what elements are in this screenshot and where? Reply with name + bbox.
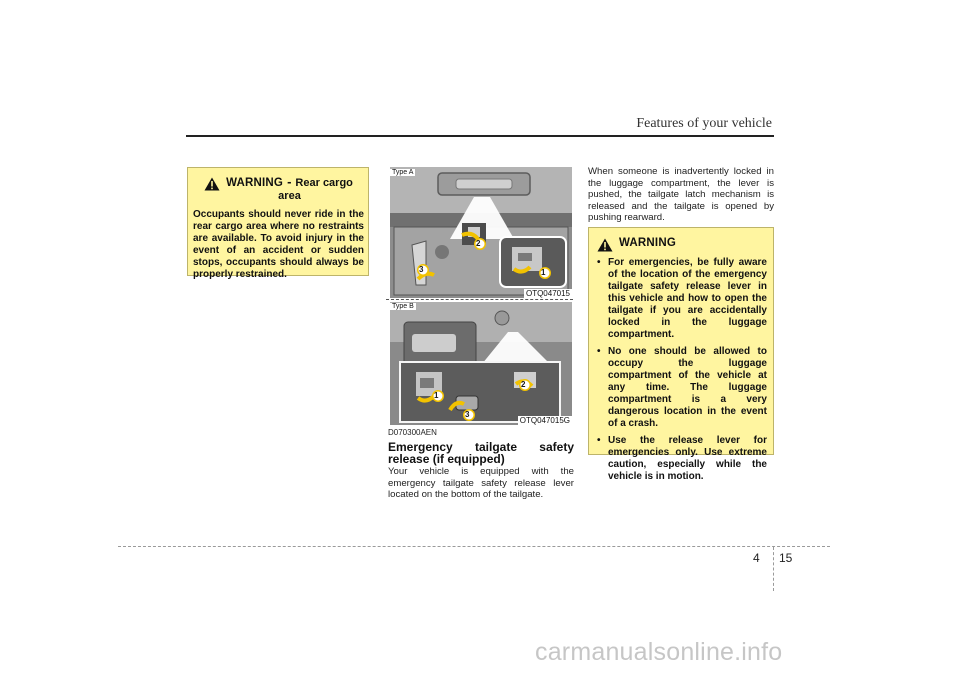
watermark: carmanualsonline.info: [535, 638, 783, 666]
page-header-title: Features of your vehicle: [636, 116, 772, 131]
warning-header-right: [597, 237, 767, 252]
warning-triangle-icon: [597, 238, 613, 252]
warning-header: [193, 176, 364, 202]
figure-b-label: Type B: [392, 303, 414, 310]
figure-b-code: OTQ047015G: [519, 416, 570, 425]
locked-in-paragraph: When someone is inadvertently locked in the luggage compartment, the lever is pushed, the tailgate latch mechanism is released and the tailgate is opened by pushing rearward.: [588, 166, 774, 223]
warning-list: [597, 257, 767, 483]
warning-item: • Use the release lever for emergencies only. Use extreme caution, especially while the vehicle is in motion.: [597, 435, 767, 483]
callout-label-1: 1: [541, 268, 546, 277]
footer-vertical-rule: [773, 547, 774, 591]
section-heading: Emergency tailgate safety release (if equipped): [388, 440, 574, 466]
figure-a-label: Type A: [392, 169, 414, 176]
callout-label-3: 3: [419, 265, 424, 274]
warning-triangle-icon: [204, 177, 220, 191]
warning-item: • For emergencies, be fully aware of the location of the emergency tailgate safety release lever in this vehicle and how to open the tailgate if you are accidentally locked in the luggage compartment.: [597, 257, 767, 341]
header-rule: [186, 135, 774, 137]
warning-box-emergency: [588, 227, 774, 482]
callout-label-1b: 1: [434, 391, 439, 400]
warning-title: WARNING: [226, 177, 284, 189]
tailgate-illustration-b: [390, 302, 572, 425]
page-chapter: 4: [753, 551, 760, 565]
figure-a-code: OTQ047015: [525, 289, 570, 298]
section-body: Your vehicle is equipped with the emergency tailgate safety release lever located on the bottom of the tailgate.: [388, 466, 574, 500]
warning-body: Occupants should never ride in the rear cargo area where no restraints are available. To avoid injury in the event of an accident or sudden stops, occupants should always be properly restrained.: [193, 209, 364, 280]
callout-label-2b: 2: [521, 380, 526, 389]
warning-item: • No one should be allowed to occupy the luggage compartment of the vehicle at any time. The luggage compartment is a very dangerous location in the event of a crash.: [597, 346, 767, 430]
figure-type-a: [390, 167, 572, 298]
warning-subtitle-1: Rear cargo: [295, 177, 353, 189]
figure-separator: [386, 299, 573, 300]
footer-dashed-rule: [118, 546, 830, 547]
warning-separator: -: [287, 174, 292, 189]
section-code: D070300AEN: [388, 428, 437, 437]
callout-label-2: 2: [476, 239, 481, 248]
tailgate-illustration-a: [390, 167, 572, 298]
page-number: 15: [779, 551, 793, 565]
warning-box-rear-cargo: [187, 167, 369, 280]
figure-type-b: [390, 302, 572, 425]
warning-subtitle-2: area: [278, 190, 301, 202]
callout-label-3b: 3: [465, 410, 470, 419]
warning-title-right: WARNING: [619, 237, 676, 249]
